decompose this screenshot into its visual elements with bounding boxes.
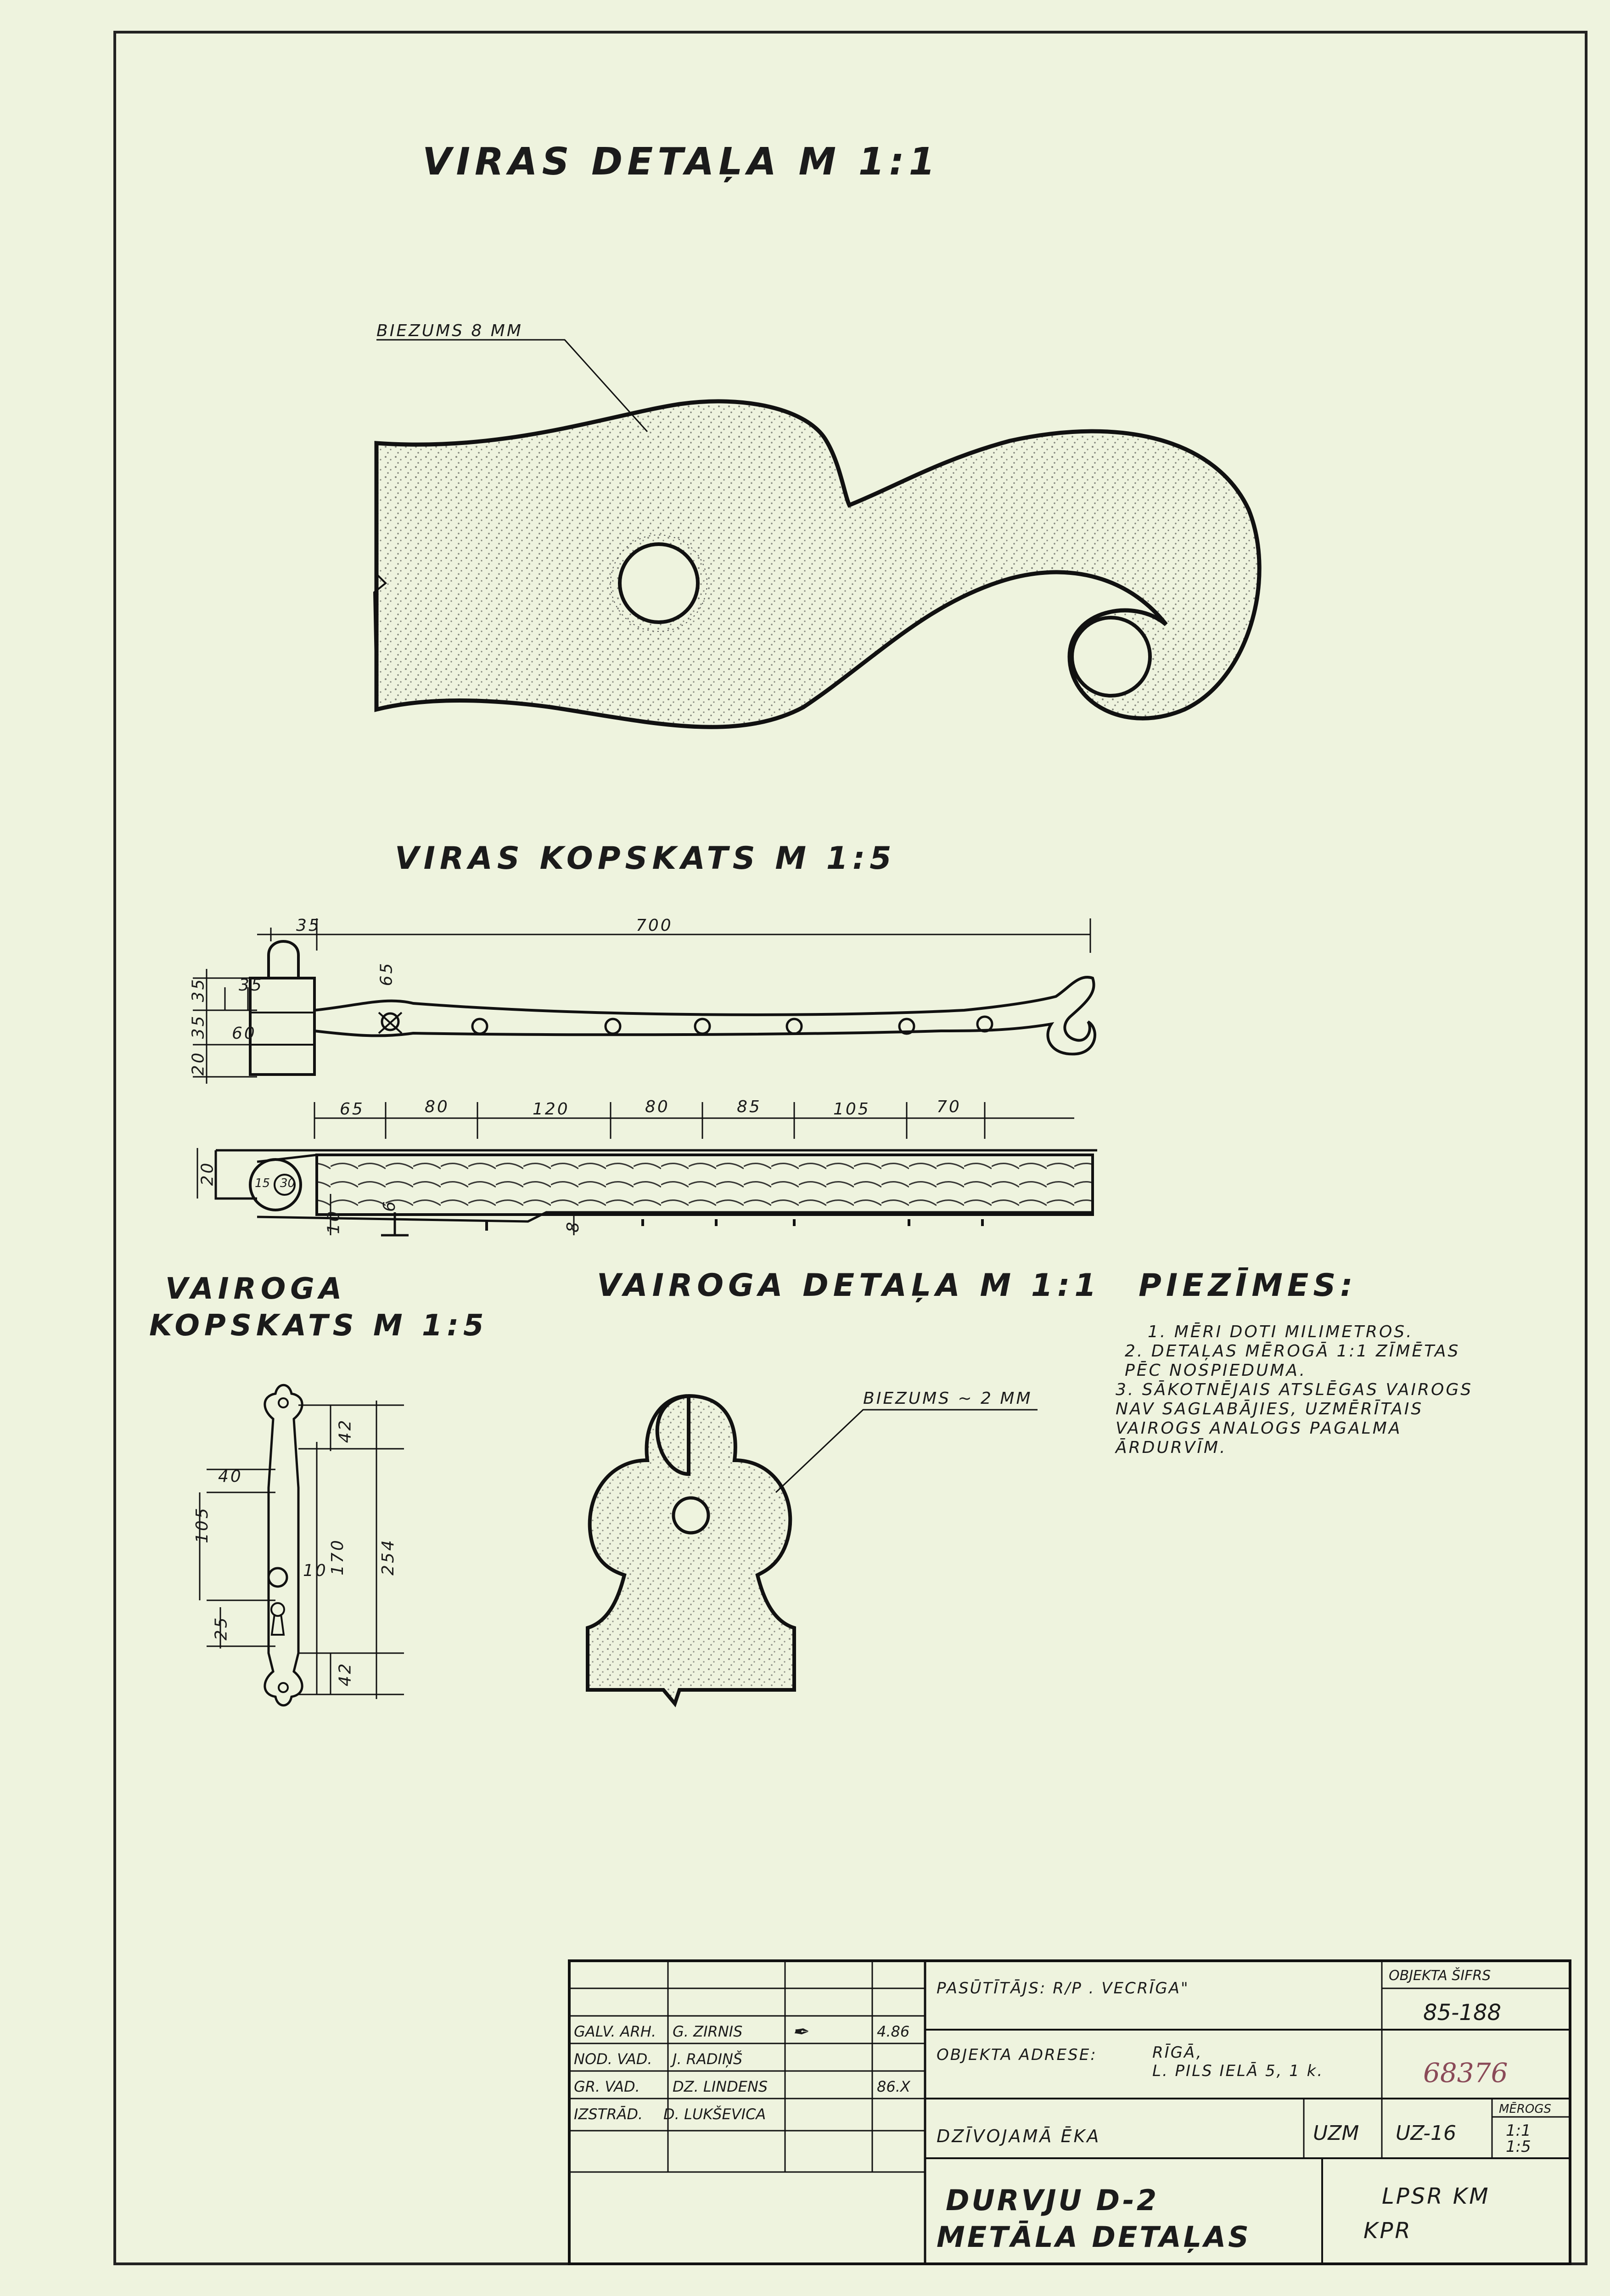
tb-role: GALV. ARH. bbox=[574, 2023, 656, 2040]
dim-label: 35 bbox=[239, 976, 264, 995]
dim-label: 105 bbox=[192, 1506, 212, 1543]
dim-label: 40 bbox=[218, 1467, 243, 1486]
dim-label: 30 bbox=[280, 1176, 296, 1190]
shield-overview-drawing bbox=[200, 1385, 404, 1705]
dim-label: 35 bbox=[189, 977, 208, 1002]
dim-label: 65 bbox=[340, 1100, 365, 1119]
dim-label: 35 bbox=[296, 916, 321, 935]
hinge-detail-title: VIRAS DETAĻA M 1:1 bbox=[422, 140, 940, 184]
dim-label: 15 bbox=[255, 1176, 270, 1190]
tb-scale: 1:1 bbox=[1506, 2122, 1531, 2140]
shield-thickness-callout: BIEZUMS ~ 2 MM bbox=[863, 1389, 1032, 1408]
shield-detail-title: VAIROGA DETAĻA M 1:1 bbox=[597, 1267, 1101, 1304]
tb-stage: UZM bbox=[1313, 2122, 1359, 2145]
dim-label: 65 bbox=[377, 961, 396, 986]
note-line: ĀRDURVĪM. bbox=[1116, 1438, 1227, 1457]
shield-thickness-leader bbox=[776, 1410, 1038, 1492]
tb-org-2: KPR bbox=[1363, 2218, 1412, 2244]
note-line: 1. MĒRI DOTI MILIMETROS. bbox=[1148, 1322, 1414, 1341]
dim-label: 10 bbox=[303, 1561, 328, 1580]
tb-sheet: UZ-16 bbox=[1396, 2122, 1457, 2145]
dim-label: 70 bbox=[937, 1097, 961, 1116]
sheet-frame bbox=[115, 32, 1586, 2264]
tb-code: 85-188 bbox=[1423, 2000, 1502, 2026]
shield-overview-title-line2: KOPSKATS M 1:5 bbox=[149, 1309, 488, 1343]
note-line: PĒC NOSPIEDUMA. bbox=[1125, 1361, 1307, 1380]
notes-list bbox=[1116, 1322, 1473, 1458]
tb-drawing-title-2: METĀLA DETAĻAS bbox=[937, 2220, 1251, 2254]
note-line: 3. SĀKOTNĒJAIS ATSLĒGAS VAIROGS bbox=[1116, 1380, 1473, 1399]
tb-name: D. LUKŠEVICA bbox=[663, 2105, 766, 2123]
shield-rivet-hole bbox=[673, 1498, 708, 1533]
note-line: 2. DETAĻAS MĒROGĀ 1:1 ZĪMĒTAS bbox=[1125, 1342, 1460, 1361]
tb-role: GR. VAD. bbox=[574, 2078, 640, 2095]
tb-scale: 1:5 bbox=[1506, 2138, 1531, 2156]
dim-label: 105 bbox=[833, 1100, 870, 1119]
dim-label: 85 bbox=[737, 1097, 762, 1116]
dim-label: 20 bbox=[189, 1051, 208, 1076]
dim-label: 120 bbox=[533, 1100, 570, 1119]
dim-label: 25 bbox=[212, 1615, 231, 1641]
tb-date: 4.86 bbox=[877, 2023, 910, 2040]
shield-detail-drawing bbox=[588, 1396, 1038, 1704]
tb-date: 86.X bbox=[877, 2078, 910, 2095]
dim-label: 42 bbox=[336, 1418, 355, 1443]
hinge-overview-title: VIRAS KOPSKATS M 1:5 bbox=[395, 840, 896, 877]
notes-title: PIEZĪMES: bbox=[1139, 1267, 1358, 1304]
dim-label: 35 bbox=[189, 1014, 208, 1039]
dim-label: 700 bbox=[636, 916, 673, 935]
tb-name: G. ZIRNIS bbox=[673, 2023, 743, 2040]
dim-label: 8 bbox=[563, 1220, 583, 1232]
dim-label: 42 bbox=[336, 1661, 355, 1687]
dim-label: 10 bbox=[324, 1209, 343, 1234]
note-line: VAIROGS ANALOGS PAGALMA bbox=[1116, 1419, 1402, 1438]
tb-role: IZSTRĀD. bbox=[574, 2105, 643, 2123]
dim-label: 254 bbox=[378, 1538, 398, 1576]
dim-label: 80 bbox=[645, 1097, 670, 1116]
tb-address-1: RĪGĀ, bbox=[1152, 2043, 1203, 2062]
tb-org-1: LPSR KM bbox=[1382, 2183, 1490, 2209]
tb-role: NOD. VAD. bbox=[574, 2050, 652, 2068]
hinge-curl-knob bbox=[1072, 618, 1150, 696]
dim-label: 80 bbox=[425, 1097, 449, 1116]
tb-code-label: OBJEKTA ŠIFRS bbox=[1389, 1968, 1491, 1984]
signature-zirnis: ✒ bbox=[792, 2020, 808, 2043]
shield-overview-title-line1: VAIROGA bbox=[165, 1272, 347, 1306]
tb-name: J. RADIŅŠ bbox=[673, 2050, 743, 2068]
note-line: NAV SAGLABĀJIES, UZMĒRĪTAIS bbox=[1116, 1400, 1424, 1418]
tb-scale-label: MĒROGS bbox=[1499, 2102, 1552, 2116]
hinge-rivet-hole bbox=[620, 544, 698, 622]
hinge-thickness-callout: BIEZUMS 8 MM bbox=[376, 321, 523, 340]
dim-label: 6 bbox=[380, 1199, 399, 1212]
dim-label: 170 bbox=[328, 1538, 347, 1576]
tb-address-label: OBJEKTA ADRESE: bbox=[937, 2046, 1097, 2064]
tb-client: PASŪTĪTĀJS: R/P . VECRĪGA" bbox=[937, 1979, 1189, 1998]
hinge-detail-drawing bbox=[374, 340, 1259, 727]
tb-drawing-title-1: DURVJU D-2 bbox=[946, 2183, 1159, 2217]
dim-label: 20 bbox=[198, 1161, 217, 1186]
tb-object-type: DZĪVOJAMĀ ĒKA bbox=[937, 2126, 1101, 2146]
tb-address-2: L. PILS IELĀ 5, 1 k. bbox=[1152, 2062, 1324, 2080]
tb-archive-number: 68376 bbox=[1423, 2057, 1508, 2088]
tb-name: DZ. LINDENS bbox=[673, 2078, 768, 2095]
dim-label: 60 bbox=[232, 1024, 257, 1043]
